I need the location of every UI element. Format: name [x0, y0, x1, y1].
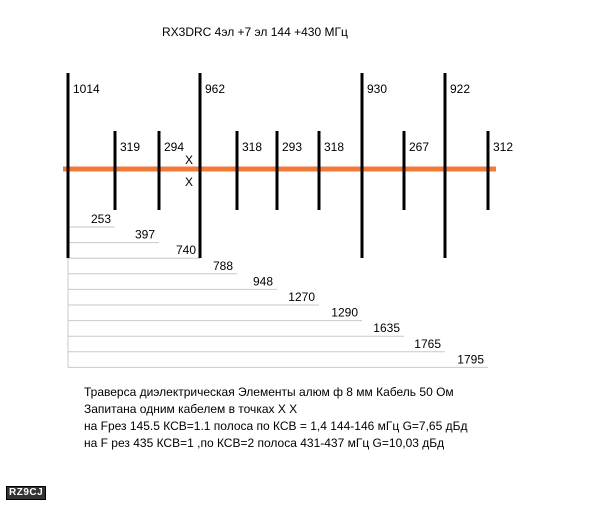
- element-length-label: 922: [450, 82, 471, 96]
- spacing-label: 948: [252, 274, 273, 289]
- spacing-label: 1795: [457, 352, 484, 367]
- element-length-label: 312: [493, 140, 514, 154]
- element-length-label: 294: [164, 140, 185, 154]
- spacing-label: 253: [90, 212, 111, 226]
- spacing-label: 1765: [414, 336, 441, 351]
- element-length-label: 318: [324, 140, 345, 154]
- element-length-label: 962: [205, 82, 226, 96]
- feed-point-mark: X: [185, 153, 194, 167]
- note-line-3: на Fрез 145.5 КСВ=1.1 полоса по КСВ = 1,4 144-146 мГц G=7,65 дБд: [84, 419, 468, 433]
- spacing-lines: [68, 212, 488, 367]
- spacing-label: 788: [212, 258, 233, 273]
- spacing-label: 1635: [373, 321, 400, 336]
- author-signature: RZ9CJ: [6, 486, 46, 500]
- diagram-title: RX3DRC 4эл +7 эл 144 +430 МГц: [162, 25, 348, 39]
- note-line-2: Запитана одним кабелем в точках Х Х: [84, 402, 298, 416]
- description-notes: [84, 384, 594, 452]
- spacing-label: 397: [134, 227, 155, 242]
- element-length-label: 1014: [73, 82, 100, 96]
- feed-point-mark: X: [185, 175, 194, 189]
- element-length-label: 319: [120, 140, 141, 154]
- element-length-label: 293: [282, 140, 303, 154]
- spacing-label: 740: [175, 243, 196, 258]
- note-line-4: на F рез 435 КСВ=1 ,по КСВ=2 полоса 431-437 мГц G=10,03 дБд: [84, 436, 445, 450]
- note-line-1: Траверса диэлектрическая Элементы алюм ф 8 мм Кабель 50 Ом: [84, 385, 454, 399]
- element-length-label: 267: [409, 140, 430, 154]
- element-length-label: 318: [242, 140, 263, 154]
- spacing-label: 1290: [331, 305, 358, 320]
- spacing-label: 1270: [288, 290, 315, 304]
- element-length-label: 930: [367, 82, 388, 96]
